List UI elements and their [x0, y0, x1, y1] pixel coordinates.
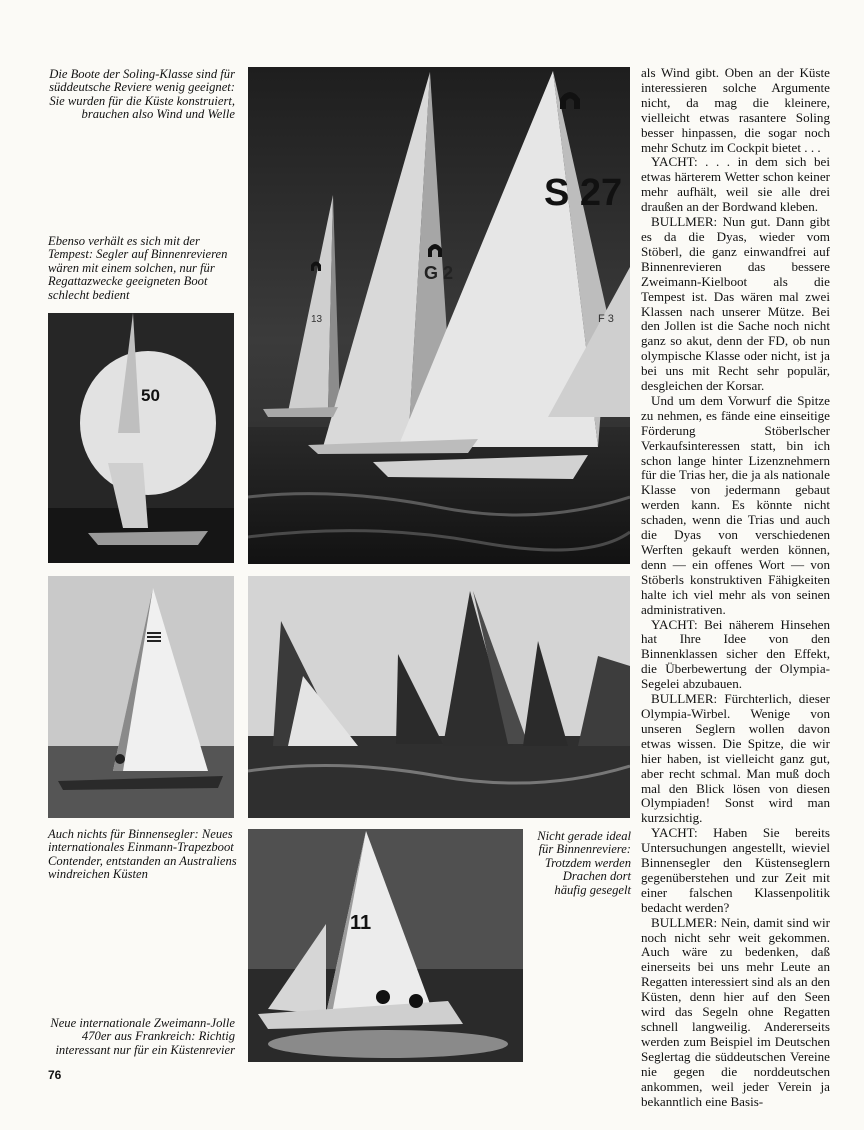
body-paragraph: als Wind gibt. Oben an der Küste interessieren solche Argumente nicht, da mag die kleinere, vielleicht etwas rasantere Soling besser hinpassen, die sogar noch mehr Schutz im Cockpit bietet . . . — [641, 65, 830, 155]
caption-jolle470: Neue internationale Zweimann-Jolle 470er aus Frankreich: Richtig interessant nur für ein Küstenrevier — [50, 1016, 235, 1057]
photo-470er — [248, 829, 523, 1062]
photo-tempest — [48, 313, 234, 563]
caption-contender: Auch nichts für Binnensegler: Neues internationales Einmann-Trapezboot Contender, entstanden an Australiens windreichen Küsten — [48, 827, 237, 882]
body-paragraph: BULLMER: Nun gut. Dann gibt es da die Dyas, wieder vom Stöberl, die ganz einwandfrei auf Binnenrevieren das bessere Zweimann-Kielboot als die Tempest ist. Das wären mal zwei Klassen nach unserer Mütze. Bei den Jollen ist die Sache noch nicht ganz so akut, denn der FD, ob nun olympische Klasse oder nicht, ist ja bei uns mit Recht sehr populär, desgleichen der Korsar. — [641, 214, 830, 394]
sail-number-f3: F 3 — [598, 313, 614, 325]
sail-number-13: 13 — [311, 314, 323, 325]
page-number: 76 — [48, 1068, 62, 1082]
caption-drachen: Nicht gerade ideal für Binnenreviere: Trotzdem werden Drachen dort häufig gesegelt — [537, 829, 631, 897]
photo-drachen — [248, 576, 630, 818]
sail-number-s27: S 27 — [544, 172, 623, 214]
body-paragraph: BULLMER: Fürchterlich, dieser Olympia-Wirbel. Wenige von unseren Seglern wollen davon etwas wissen. Die Spitze, die wir hier haben, ist vielleicht ganz gut, aber recht schmal. Man muß doch mal den Blick lösen von diesen Olympiaden! Sonst wird man kurzsichtig. — [641, 691, 830, 826]
photo-soling-fleet — [248, 67, 630, 564]
caption-soling: Die Boote der Soling-Klasse sind für süddeutsche Reviere wenig geeignet: Sie wurden für die Küste konstruiert, brauchen also Wind und Welle — [49, 67, 235, 122]
body-paragraph: Und um dem Vorwurf die Spitze zu nehmen, es fände eine einseitige Förderung Stöberlscher Verkaufsinteressen statt, bin ich schon lange hinter Lizenznehmern für die Trias her, die ja als nationale Klasse von jedermann gebaut werden kann. Es könnte nicht schaden, wenn die Trias und auch die Dyas von verschiedenen Werften gekauft werden können, denn — ein offenes Wort — von Stöberls konstruktiven Fähigkeiten halte ich viel mehr als von seinen administrativen. — [641, 392, 830, 617]
sail-number-g2: G 2 — [424, 263, 454, 283]
body-paragraph: YACHT: . . . in dem sich bei etwas härterem Wetter schon keiner mehr aufhält, weil sie alle drei draußen an der Bordwand kleben. — [641, 154, 830, 215]
article-body-column — [641, 66, 830, 1109]
body-paragraph: YACHT: Haben Sie bereits Untersuchungen angestellt, wieviel Binnensegler den Küstenseglern gegenüberstehen und zur Zeit mit einer falschen Klassenpolitik bedacht werden? — [641, 825, 830, 915]
body-paragraph: BULLMER: Nein, damit sind wir noch nicht sehr weit gekommen. Auch wäre zu bedenken, daß einerseits bei uns mehr Leute an Regatten interessiert sind als an den Küsten, denn hier auf den Seen wird das Segeln ohne Regatten schnell langweilig. Andererseits werden zum Beispiel im Deutschen Seglertag die süddeutschen Vereine nie gegen die norddeutschen ankommen, weil jeder Verein ja bekanntlich eine Basis- — [641, 914, 830, 1109]
sail-number-11: 11 — [350, 912, 372, 934]
sail-number-50: 50 — [141, 386, 160, 405]
caption-tempest: Ebenso verhält es sich mit der Tempest: Segler auf Binnenrevieren wären mit einem solchen, nur für Regattazwecke geeigneten Boot schlecht bedient — [48, 234, 228, 302]
photo-contender — [48, 576, 234, 818]
body-paragraph: YACHT: Bei näherem Hinsehen hat Ihre Idee von den Binnenklassen sicher den Effekt, die Überbewertung der Olympia-Segelei abzubauen. — [641, 616, 830, 692]
